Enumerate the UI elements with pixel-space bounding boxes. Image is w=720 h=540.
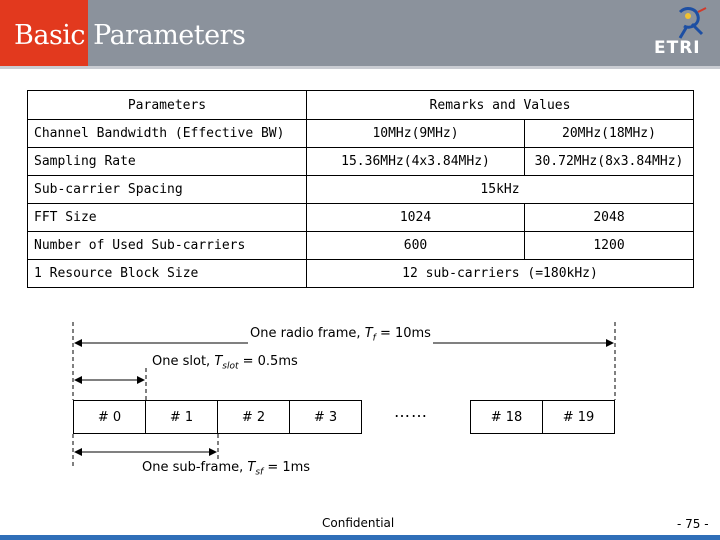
parameters-table bbox=[27, 90, 694, 288]
footer-confidential: Confidential bbox=[322, 516, 395, 530]
ellipsis: …… bbox=[394, 402, 428, 421]
header-divider bbox=[0, 66, 720, 69]
etri-logo bbox=[640, 4, 716, 62]
table-cell: 20MHz(18MHz) bbox=[525, 120, 694, 148]
page-title: Basic Parameters bbox=[14, 20, 246, 51]
slot-box: # 0 bbox=[73, 400, 146, 434]
table-cell-label: 1 Resource Block Size bbox=[28, 260, 307, 288]
frame-structure-diagram bbox=[60, 318, 620, 490]
table-cell: 30.72MHz(8x3.84MHz) bbox=[525, 148, 694, 176]
table-cell: 12 sub-carriers (=180kHz) bbox=[307, 260, 694, 288]
table-cell-label: Sub-carrier Spacing bbox=[28, 176, 307, 204]
table-row bbox=[28, 260, 694, 288]
table-cell: 1200 bbox=[525, 232, 694, 260]
slot-box: # 1 bbox=[145, 400, 218, 434]
table-cell-label: Channel Bandwidth (Effective BW) bbox=[28, 120, 307, 148]
table-cell-label: FFT Size bbox=[28, 204, 307, 232]
table-cell: 2048 bbox=[525, 204, 694, 232]
footer-bar bbox=[0, 535, 720, 540]
table-cell-label: Sampling Rate bbox=[28, 148, 307, 176]
table-cell: 1024 bbox=[307, 204, 525, 232]
table-header-cell: Remarks and Values bbox=[307, 91, 694, 120]
table-row bbox=[28, 148, 694, 176]
page-number: - 75 - bbox=[677, 517, 709, 531]
table-cell: 10MHz(9MHz) bbox=[307, 120, 525, 148]
table-cell: 15kHz bbox=[307, 176, 694, 204]
table-header-cell: Parameters bbox=[28, 91, 307, 120]
table-cell: 600 bbox=[307, 232, 525, 260]
table-row bbox=[28, 232, 694, 260]
table-row bbox=[28, 120, 694, 148]
logo-text: ETRI bbox=[654, 38, 701, 58]
slot-label: One slot, $T_{slot} = 0.5ms$ bbox=[152, 354, 298, 372]
slot-box: # 2 bbox=[217, 400, 290, 434]
slot-box: # 3 bbox=[289, 400, 362, 434]
table-row bbox=[28, 204, 694, 232]
slot-box: # 18 bbox=[470, 400, 543, 434]
table-row bbox=[28, 176, 694, 204]
radio-frame-label: One radio frame, $T_f = 10ms$ bbox=[250, 326, 431, 344]
subframe-label: One sub-frame, $T_{sf} = 1ms$ bbox=[142, 460, 311, 478]
slot-box: # 19 bbox=[542, 400, 615, 434]
table-header-row bbox=[28, 91, 694, 120]
table-cell-label: Number of Used Sub-carriers bbox=[28, 232, 307, 260]
table-cell: 15.36MHz(4x3.84MHz) bbox=[307, 148, 525, 176]
